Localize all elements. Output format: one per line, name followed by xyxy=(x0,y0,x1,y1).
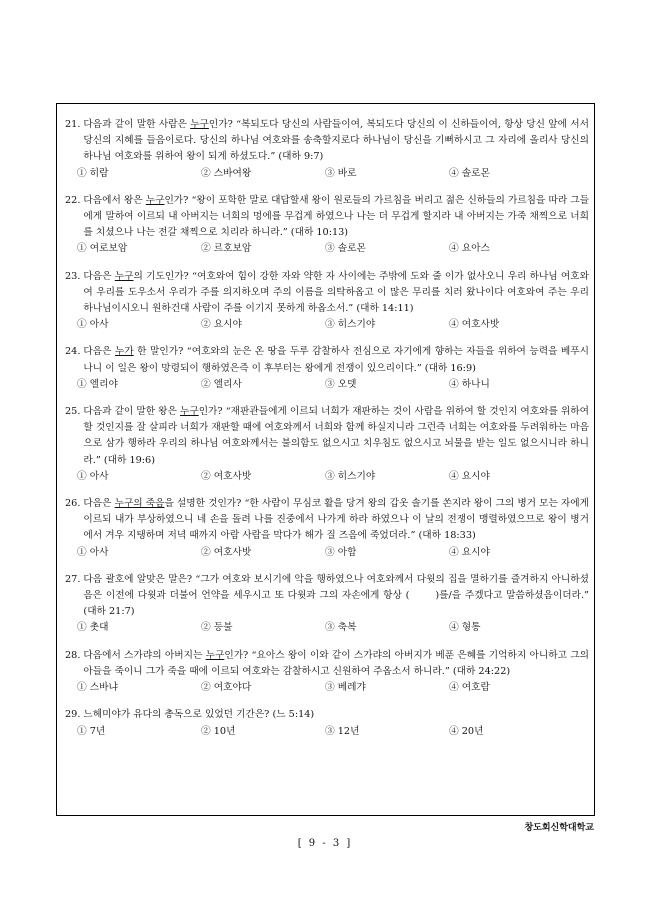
question-item xyxy=(65,707,589,739)
question-number: 21. xyxy=(65,119,81,130)
answer-option[interactable]: ② 르호보암 xyxy=(201,243,252,255)
question-text-body: 느헤미야가 유다의 총독으로 있었던 기간은? (느 5:14) xyxy=(83,709,315,721)
answer-option[interactable]: ① 촛대 xyxy=(77,622,109,634)
underlined-keyword: 누구 xyxy=(145,194,165,206)
question-text-body: 의 기도인가? “여호와여 힘이 강한 자와 약한 자 사이에는 주밖에 도와 줄 이가 없사오니 우리 하나님 여호와여 우리를 도우소서 우리가 주를 의지하오며 주의 이름을 의탁하옵고 이 많은 무리를 치러 왔나이다 여호와여 주는 우리 하나님이시오니 원하건대 사람이 주를 이기지 못하게 하옵소서.” (대하 14:11) xyxy=(83,270,589,315)
question-text-body: 인가? “복되도다 당신의 사람들이여, 복되도다 당신의 이 신하들이여, 항상 당신 앞에 서서 당신의 지혜를 들음이로다. 당신의 하나님 여호와를 송축할지로다 하나님이 당신을 기뻐하시고 그 자리에 올리사 당신의 하나님 여호와를 위하여 왕이 되게 하셨도다.” (대하 9:7) xyxy=(83,119,589,163)
answer-option[interactable]: ③ 히스기야 xyxy=(325,470,376,482)
answer-option[interactable]: ③ 오뎃 xyxy=(325,378,357,390)
question-text-body: 다음 괄호에 알맞은 말은? “그가 여호와 보시기에 악을 행하였으나 여호와께서 다윗의 집을 멸하기를 즐겨하지 아니하셨음은 이전에 다윗과 더불어 언약을 세우시고 또 다윗과 그의 자손에게 항상 ( xyxy=(83,573,589,602)
question-text xyxy=(83,193,589,242)
question-text xyxy=(83,572,589,621)
question-text-row xyxy=(65,344,589,376)
question-item xyxy=(65,269,589,334)
question-text-row xyxy=(65,117,589,166)
question-item xyxy=(65,193,589,258)
underlined-keyword: 누가 xyxy=(114,346,134,358)
question-item xyxy=(65,344,589,393)
question-item xyxy=(65,572,589,637)
underlined-keyword: 누구 xyxy=(114,270,134,282)
answer-option[interactable]: ④ 솔로몬 xyxy=(449,167,490,179)
answer-options xyxy=(65,317,589,333)
question-text xyxy=(83,344,589,376)
question-item xyxy=(65,117,589,182)
question-text xyxy=(83,496,589,545)
answer-option[interactable]: ① 7년 xyxy=(77,725,106,737)
underlined-keyword: 누구 xyxy=(205,649,225,661)
answer-option[interactable]: ① 아사 xyxy=(77,319,109,331)
answer-options xyxy=(65,724,589,740)
page-number: [ 9 - 3 ] xyxy=(297,838,353,849)
answer-option[interactable]: ② 스바여왕 xyxy=(201,167,252,179)
question-text-lead: 다음에서 스가랴의 아버지는 xyxy=(83,649,206,661)
answer-option[interactable]: ④ 하나니 xyxy=(449,378,490,390)
question-text xyxy=(83,707,589,723)
question-number: 29. xyxy=(65,709,81,721)
answer-option[interactable]: ② 10년 xyxy=(201,725,236,737)
question-text-body: 인가? “요아스 왕이 이와 같이 스가랴의 아버지가 베푼 은혜를 기억하지 아니하고 그의 아들을 죽이니 그가 죽을 때에 이르되 여호와는 감찰하시고 신원하여 주옵소서 하니라.” (대하 24:22) xyxy=(83,649,589,677)
answer-option[interactable]: ③ 베레갸 xyxy=(325,682,366,694)
question-text-row xyxy=(65,648,589,680)
question-text-lead: 다음은 xyxy=(83,498,115,510)
question-text-body: 을 설명한 것인가? “한 사람이 무심코 활을 당겨 왕의 갑옷 솔기를 쏜지라 왕이 그의 병거 모는 자에게 이르되 내가 부상하였으니 네 손을 돌려 나를 진중에서 나가게 하라 하였으나 이 날의 전쟁이 맹렬하였으므로 왕이 병거에서 겨우 지탱하며 저녁 때까지 아람 사람을 막다가 해가 질 즈음에 죽었더라.” (대하 18:33) xyxy=(83,498,590,542)
underlined-keyword: 누구의 죽음 xyxy=(114,498,165,510)
answer-option[interactable]: ④ 형통 xyxy=(449,622,481,634)
question-text-body: 한 말인가? “여호와의 눈은 온 땅을 두루 감찰하사 전심으로 자기에게 향하는 자들을 위하여 능력을 베푸시나니 이 일은 왕이 망령되이 행하였은즉 이 후부터는 왕에게 전쟁이 있으리이다.” (대하 16:9) xyxy=(83,346,590,374)
answer-option[interactable]: ④ 요아스 xyxy=(449,243,490,255)
answer-options xyxy=(65,545,589,561)
question-text-lead: 다음과 같이 말한 왕은 xyxy=(83,406,180,418)
question-text xyxy=(83,117,589,166)
question-text-row xyxy=(65,496,589,545)
question-number: 25. xyxy=(65,406,81,418)
question-text-lead: 다음은 xyxy=(83,346,115,358)
answer-option[interactable]: ① 여로보암 xyxy=(77,243,128,255)
question-number: 23. xyxy=(65,270,81,282)
question-text xyxy=(83,648,589,680)
answer-option[interactable]: ④ 20년 xyxy=(449,725,484,737)
question-text-tail: )를/을 주겠다고 말씀하셨음이더라.” (대하 21:7) xyxy=(83,590,589,618)
answer-options xyxy=(65,241,589,257)
answer-option[interactable]: ④ 여호람 xyxy=(449,682,490,694)
answer-option[interactable]: ② 여호사밧 xyxy=(201,470,252,482)
question-item xyxy=(65,648,589,697)
underlined-keyword: 누구 xyxy=(179,406,199,418)
question-number: 22. xyxy=(65,194,81,206)
question-text-lead: 다음과 같이 말한 사람은 xyxy=(83,119,191,130)
answer-option[interactable]: ② 여호야다 xyxy=(201,682,252,694)
answer-option[interactable]: ② 등불 xyxy=(201,622,233,634)
question-text-lead: 다음에서 왕은 xyxy=(83,194,146,206)
answer-options xyxy=(65,620,589,636)
question-number: 24. xyxy=(65,346,81,358)
question-item xyxy=(65,496,589,561)
question-text xyxy=(83,269,589,318)
question-text-row xyxy=(65,572,589,621)
answer-option[interactable]: ② 요시야 xyxy=(201,319,242,331)
answer-option[interactable]: ④ 요시야 xyxy=(449,470,490,482)
question-number: 26. xyxy=(65,498,81,510)
question-frame xyxy=(56,103,595,816)
question-text-row xyxy=(65,193,589,242)
answer-option[interactable]: ① 아사 xyxy=(77,470,109,482)
answer-options xyxy=(65,377,589,393)
question-number: 27. xyxy=(65,573,81,585)
answer-option[interactable]: ④ 여호사밧 xyxy=(449,319,500,331)
question-item xyxy=(65,404,589,485)
answer-options xyxy=(65,680,589,696)
answer-option[interactable]: ① 아사 xyxy=(77,546,109,558)
question-list xyxy=(65,117,589,751)
question-number: 28. xyxy=(65,649,81,661)
question-text xyxy=(83,404,589,469)
answer-option[interactable]: ① 히람 xyxy=(77,167,109,179)
answer-option[interactable]: ③ 바로 xyxy=(325,167,357,179)
answer-option[interactable]: ③ 히스기야 xyxy=(325,319,376,331)
answer-option[interactable]: ② 여호사밧 xyxy=(201,546,252,558)
answer-option[interactable]: ③ 아합 xyxy=(325,546,357,558)
question-text-lead: 다음은 xyxy=(83,270,115,282)
answer-option[interactable]: ③ 솔로몬 xyxy=(325,243,366,255)
answer-option[interactable]: ③ 12년 xyxy=(325,725,360,737)
answer-options xyxy=(65,166,589,182)
answer-option[interactable]: ② 엘리사 xyxy=(201,378,242,390)
question-text-body: 인가? “왕이 포학한 말로 대답할새 왕이 원로들의 가르침을 버리고 젊은 신하들의 가르침을 따라 그들에게 말하여 이르되 내 아버지는 너희의 멍에를 무겁게 하였으나 나는 더 무겁게 할지라 내 아버지는 가죽 채찍으로 너희를 치셨으나 나는 전갈 채찍으로 치리라 하니라.” (대하 10:13) xyxy=(83,194,589,239)
underlined-keyword: 누구 xyxy=(190,119,209,130)
question-text-row xyxy=(65,707,589,723)
answer-option[interactable]: ③ 축복 xyxy=(325,622,357,634)
question-text-row xyxy=(65,404,589,469)
answer-option[interactable]: ① 스바냐 xyxy=(77,682,118,694)
question-text-row xyxy=(65,269,589,318)
school-name: 창도회신학대학교 xyxy=(524,823,594,833)
answer-option[interactable]: ④ 요시야 xyxy=(449,546,490,558)
answer-options xyxy=(65,469,589,485)
answer-option[interactable]: ① 엘리야 xyxy=(77,378,118,390)
question-text-body: 인가? “재판관들에게 이르되 너희가 재판하는 것이 사람을 위하여 할 것인지 여호와를 위하여 할 것인지를 잘 살피라 너희가 재판할 때에 여호와께서 너희와 함께 하실지니라 그런즉 너희는 여호와를 두려워하는 마음으로 삼가 행하라 우리의 하나님 여호와께서는 불의함도 없으시고 치우침도 없으시고 뇌물을 받는 일도 없으시니라 하니라.” (대하 19:6) xyxy=(83,406,589,466)
